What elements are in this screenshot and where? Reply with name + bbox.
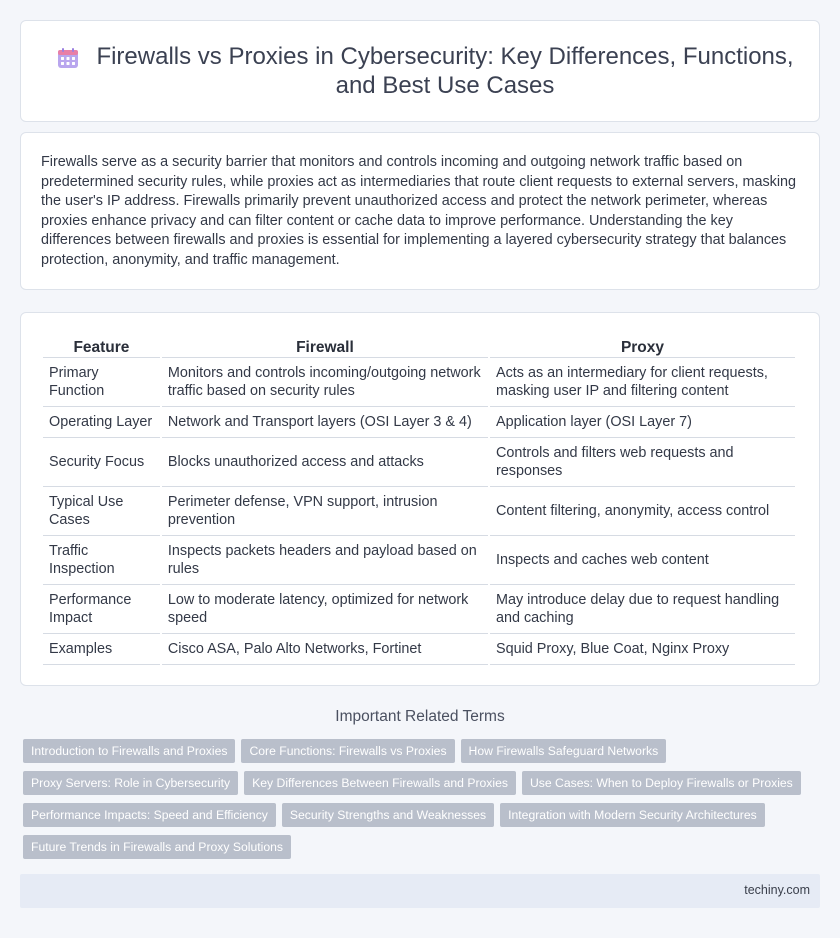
- proxy-cell: May introduce delay due to request handling and caching: [490, 585, 795, 634]
- related-term-tag[interactable]: Performance Impacts: Speed and Efficiency: [23, 803, 276, 827]
- firewall-cell: Monitors and controls incoming/outgoing network traffic based on security rules: [162, 358, 488, 407]
- table-row: [43, 634, 795, 665]
- feature-cell: Security Focus: [43, 438, 160, 487]
- related-term-tag[interactable]: Security Strengths and Weaknesses: [282, 803, 494, 827]
- related-term-tag[interactable]: Key Differences Between Firewalls and Proxies: [244, 771, 516, 795]
- feature-cell: Traffic Inspection: [43, 536, 160, 585]
- column-header-proxy: Proxy: [490, 331, 795, 358]
- proxy-cell: Inspects and caches web content: [490, 536, 795, 585]
- firewall-cell: Inspects packets headers and payload based on rules: [162, 536, 488, 585]
- footer-site-link[interactable]: techiny.com: [744, 883, 810, 897]
- related-terms-heading: Important Related Terms: [335, 708, 505, 725]
- table-row: [43, 407, 795, 438]
- column-header-firewall: Firewall: [162, 331, 488, 358]
- feature-cell: Operating Layer: [43, 407, 160, 438]
- proxy-cell: Squid Proxy, Blue Coat, Nginx Proxy: [490, 634, 795, 665]
- table-row: [43, 487, 795, 536]
- table-row: [43, 438, 795, 487]
- firewall-cell: Perimeter defense, VPN support, intrusion prevention: [162, 487, 488, 536]
- firewall-cell: Blocks unauthorized access and attacks: [162, 438, 488, 487]
- comparison-table: [41, 331, 797, 665]
- proxy-cell: Controls and filters web requests and responses: [490, 438, 795, 487]
- firewall-cell: Low to moderate latency, optimized for network speed: [162, 585, 488, 634]
- related-term-tag[interactable]: Future Trends in Firewalls and Proxy Solutions: [23, 835, 291, 859]
- table-row: [43, 536, 795, 585]
- related-term-tag[interactable]: Proxy Servers: Role in Cybersecurity: [23, 771, 238, 795]
- related-terms-list: [23, 739, 803, 859]
- table-row: [43, 585, 795, 634]
- table-row: [43, 358, 795, 407]
- related-term-tag[interactable]: Core Functions: Firewalls vs Proxies: [241, 739, 454, 763]
- intro-card: [20, 132, 820, 290]
- title-card: [20, 20, 820, 122]
- proxy-cell: Acts as an intermediary for client requests, masking user IP and filtering content: [490, 358, 795, 407]
- feature-cell: Performance Impact: [43, 585, 160, 634]
- related-term-tag[interactable]: Integration with Modern Security Architectures: [500, 803, 765, 827]
- table-header-row: [43, 331, 795, 358]
- intro-paragraph: Firewalls serve as a security barrier that monitors and controls incoming and outgoing network traffic based on predetermined security rules, while proxies act as intermediaries that route client requests to external servers, masking the user's IP address. Firewalls primarily prevent unauthorized access and protect the network perimeter, whereas proxies enhance privacy and can filter content or cache data to improve performance. Understanding the key differences between firewalls and proxies is essential for implementing a layered cybersecurity strategy that balances protection, anonymity, and traffic management.: [41, 154, 797, 268]
- feature-cell: Primary Function: [43, 358, 160, 407]
- related-term-tag[interactable]: Introduction to Firewalls and Proxies: [23, 739, 235, 763]
- comparison-table-card: [20, 312, 820, 686]
- related-term-tag[interactable]: Use Cases: When to Deploy Firewalls or Proxies: [522, 771, 801, 795]
- feature-cell: Examples: [43, 634, 160, 665]
- firewall-cell: Cisco ASA, Palo Alto Networks, Fortinet: [162, 634, 488, 665]
- proxy-cell: Content filtering, anonymity, access control: [490, 487, 795, 536]
- firewall-cell: Network and Transport layers (OSI Layer 3 & 4): [162, 407, 488, 438]
- related-term-tag[interactable]: How Firewalls Safeguard Networks: [461, 739, 667, 763]
- page-title: Firewalls vs Proxies in Cybersecurity: Key Differences, Functions, and Best Use Cases: [96, 43, 794, 99]
- feature-cell: Typical Use Cases: [43, 487, 160, 536]
- proxy-cell: Application layer (OSI Layer 7): [490, 407, 795, 438]
- footer-bar: [20, 874, 820, 908]
- column-header-feature: Feature: [43, 331, 160, 358]
